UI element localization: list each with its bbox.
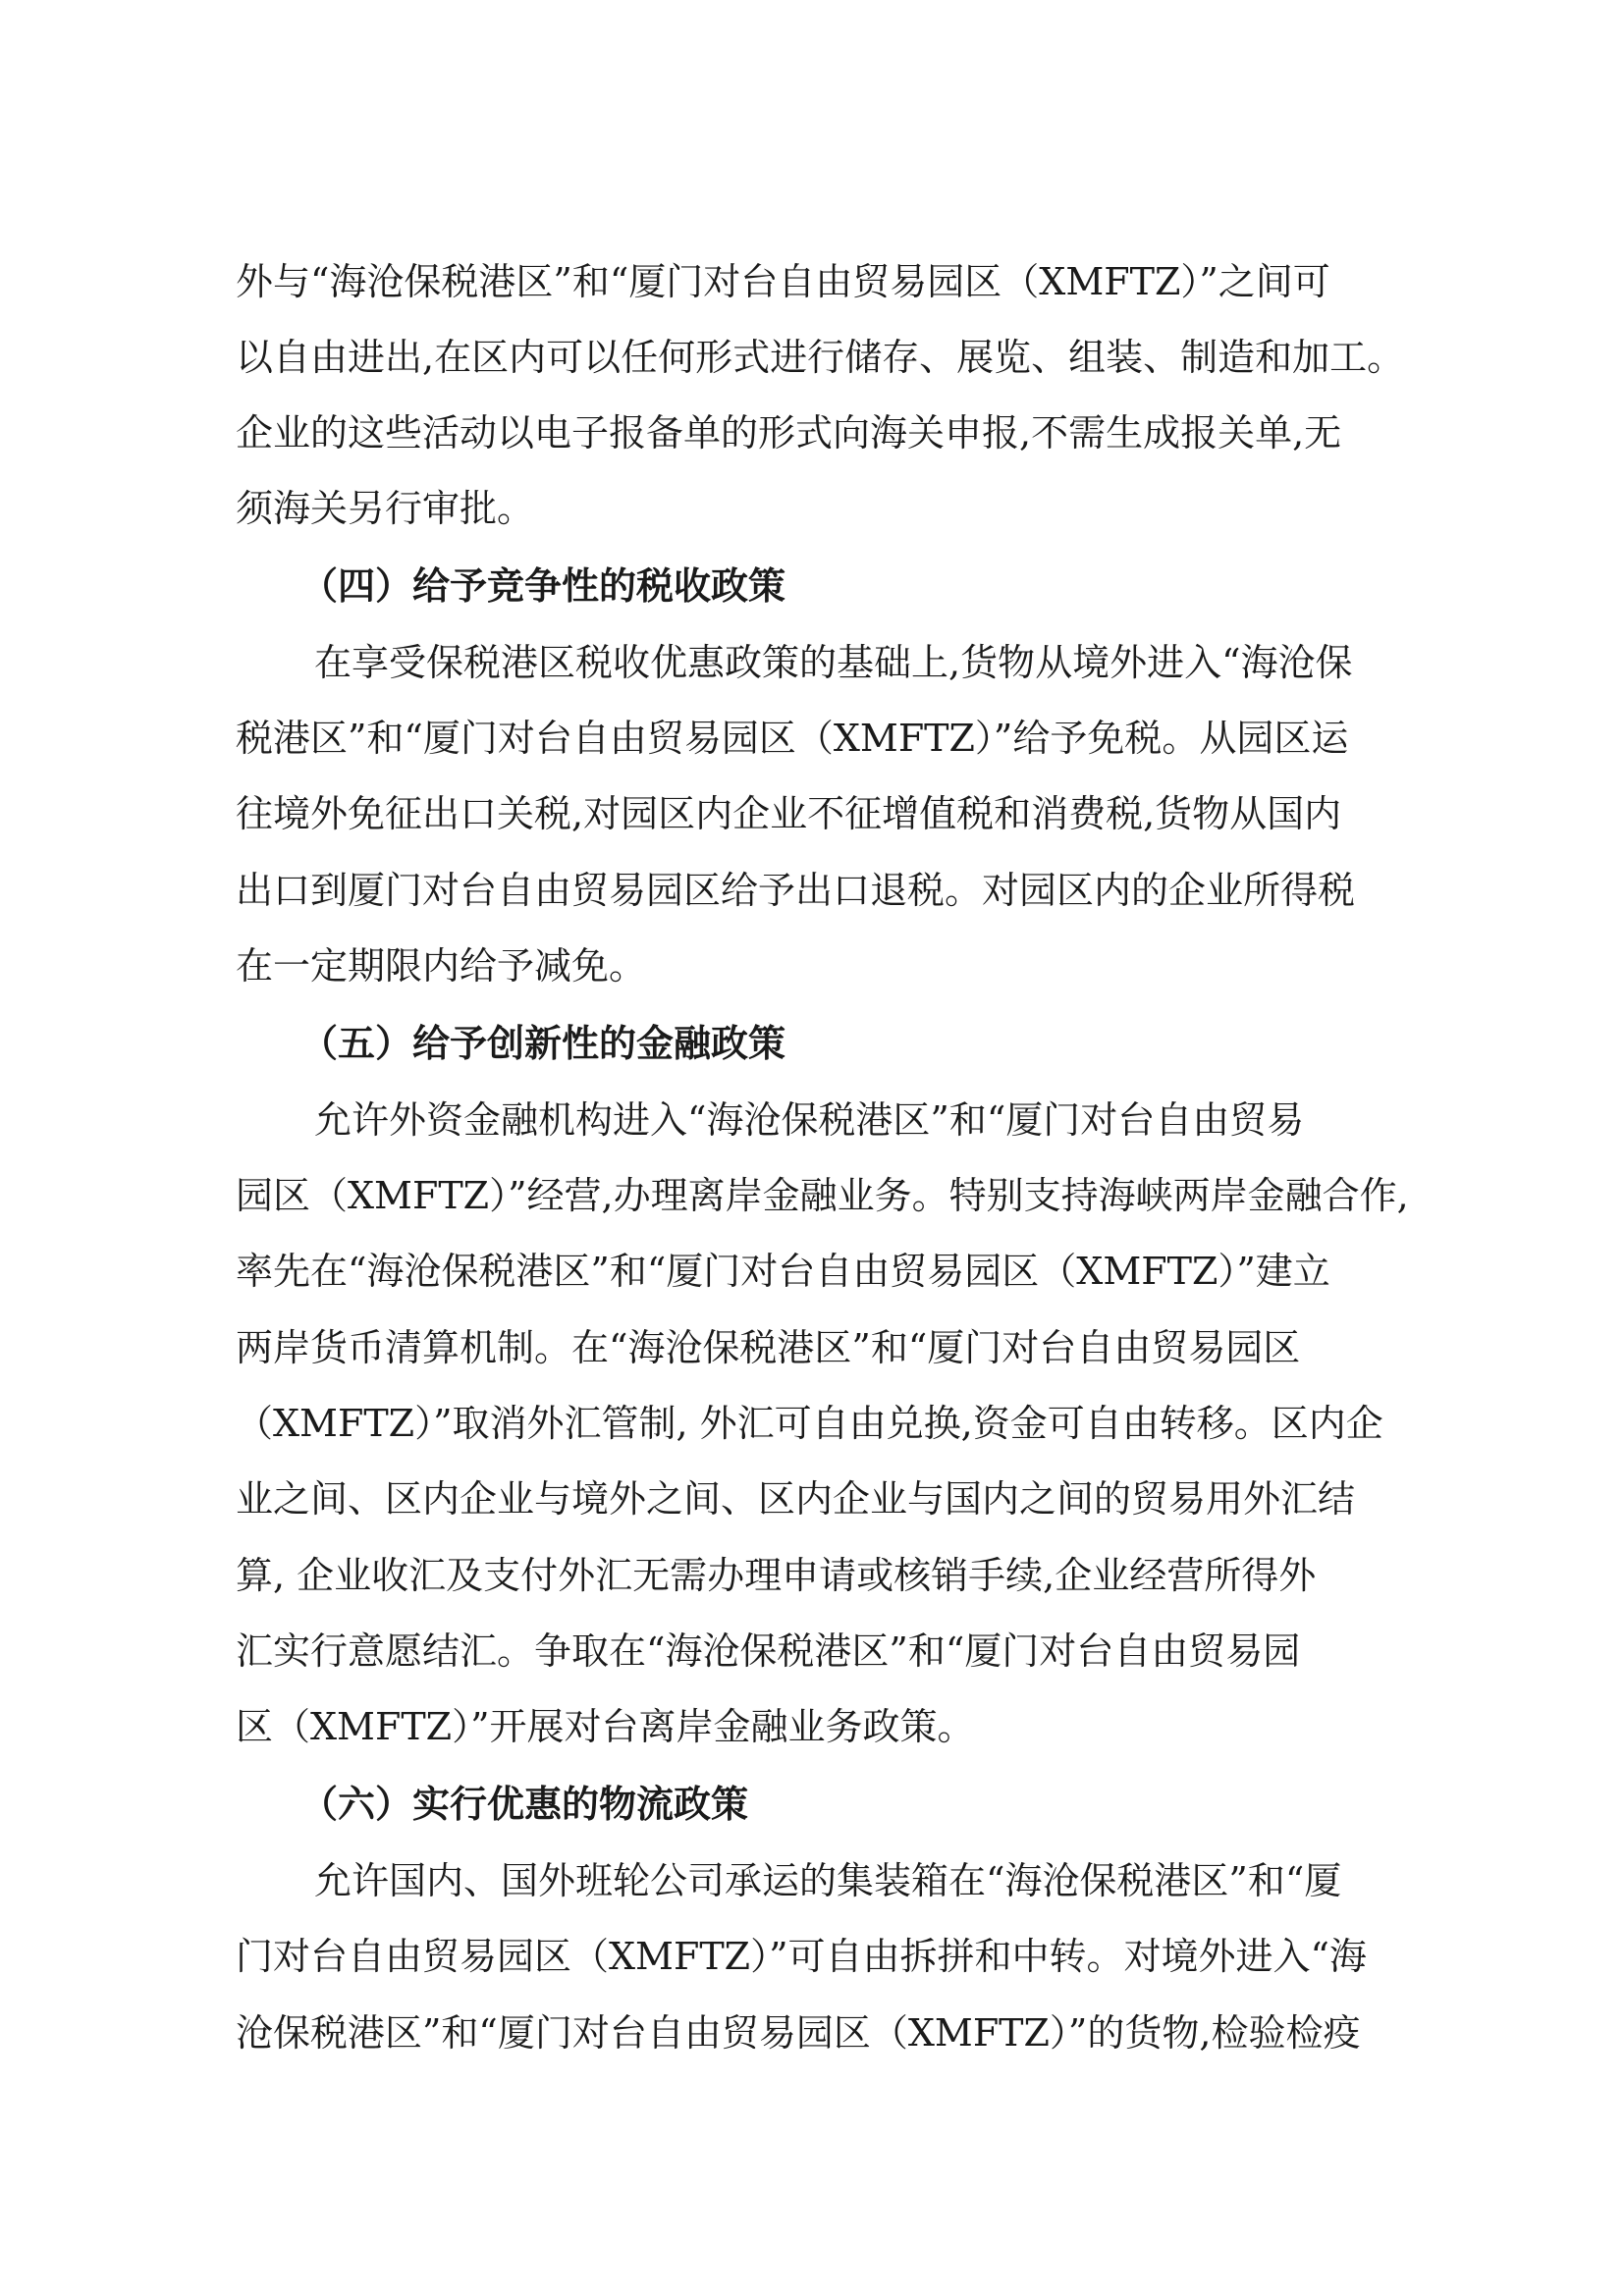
text-line: 沧保税港区”和“厦门对台自由贸易园区（XMFTZ）”的货物,检验检疫	[236, 2011, 1361, 2055]
text-line: 出口到厦门对台自由贸易园区给予出口退税。对园区内的企业所得税	[236, 869, 1356, 912]
text-line: 算, 企业收汇及支付外汇无需办理申请或核销手续,企业经营所得外	[236, 1554, 1317, 1597]
section-heading: （四）给予竞争性的税收政策	[300, 564, 786, 608]
text-line: 外与“海沧保税港区”和“厦门对台自由贸易园区（XMFTZ）”之间可	[236, 260, 1330, 303]
text-line: 往境外免征出口关税,对园区内企业不征增值税和消费税,货物从国内	[236, 792, 1342, 835]
section-heading: （六）实行优惠的物流政策	[300, 1783, 749, 1826]
text-line: 须海关另行审批。	[236, 487, 535, 530]
text-line: 在一定期限内给予减免。	[236, 944, 647, 988]
text-line: 率先在“海沧保税港区”和“厦门对台自由贸易园区（XMFTZ）”建立	[236, 1250, 1330, 1293]
text-line: 允许国内、国外班轮公司承运的集装箱在“海沧保税港区”和“厦	[314, 1859, 1342, 1902]
text-line: 允许外资金融机构进入“海沧保税港区”和“厦门对台自由贸易	[314, 1098, 1305, 1142]
text-line: 税港区”和“厦门对台自由贸易园区（XMFTZ）”给予免税。从园区运	[236, 717, 1349, 760]
text-line: 汇实行意愿结汇。争取在“海沧保税港区”和“厦门对台自由贸易园	[236, 1629, 1301, 1673]
section-heading: （五）给予创新性的金融政策	[300, 1022, 786, 1065]
text-line: 业之间、区内企业与境外之间、区内企业与国内之间的贸易用外汇结	[236, 1477, 1356, 1521]
text-line: 以自由进出,在区内可以任何形式进行储存、展览、组装、制造和加工。	[236, 336, 1405, 379]
text-line: 门对台自由贸易园区（XMFTZ）”可自由拆拼和中转。对境外进入“海	[236, 1935, 1367, 1978]
text-line: 在享受保税港区税收优惠政策的基础上,货物从境外进入“海沧保	[314, 641, 1353, 684]
text-line: 区（XMFTZ）”开展对台离岸金融业务政策。	[236, 1705, 975, 1748]
text-line: （XMFTZ）”取消外汇管制, 外汇可自由兑换,资金可自由转移。区内企	[236, 1402, 1383, 1445]
text-line: 企业的这些活动以电子报备单的形式向海关申报,不需生成报关单,无	[236, 411, 1342, 454]
text-line: 两岸货币清算机制。在“海沧保税港区”和“厦门对台自由贸易园区	[236, 1326, 1301, 1369]
text-line: 园区（XMFTZ）”经营,办理离岸金融业务。特别支持海峡两岸金融合作,	[236, 1174, 1409, 1217]
